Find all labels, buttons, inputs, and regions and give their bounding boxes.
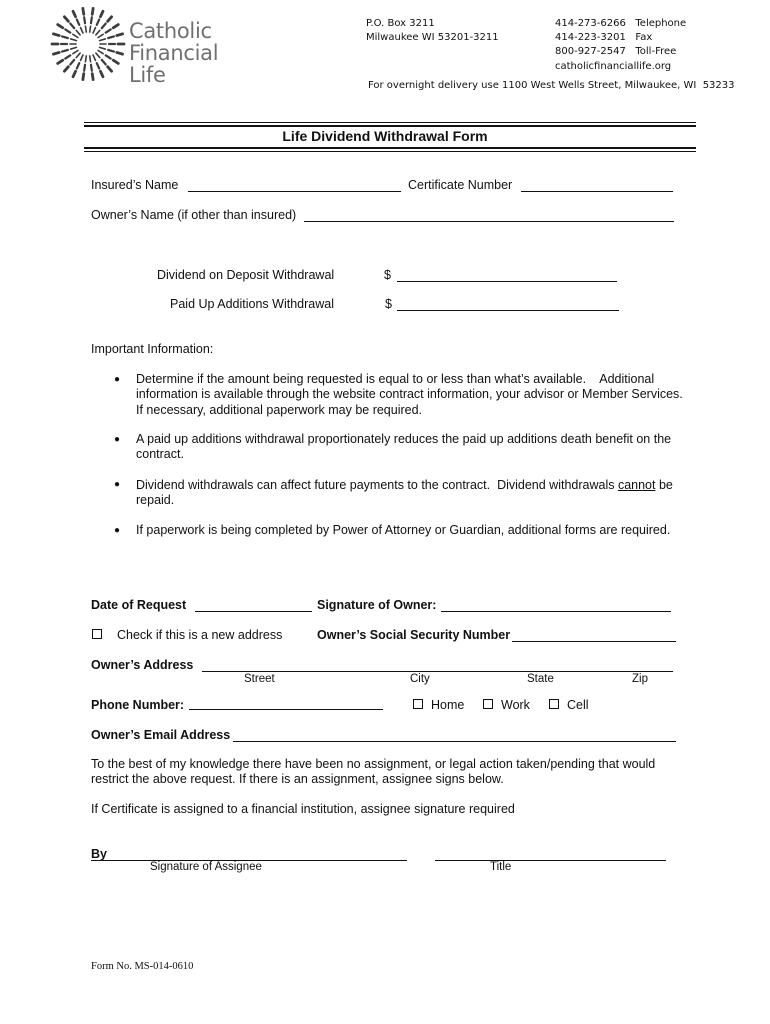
address-line2: Milwaukee WI 53201-3211 [366,32,499,44]
bullet-icon: ● [114,525,121,536]
dollar-sign-1: $ [384,268,391,282]
logo-ray [90,56,91,62]
logo-ray [76,30,80,35]
logo-ray [71,47,77,49]
work-label: Work [501,698,530,712]
knowledge-statement-line1: To the best of my knowledge there have been no assignment, or legal action taken/pending that would [91,757,656,771]
phone-number-field[interactable] [189,709,383,710]
overnight-delivery-note: For overnight delivery use 1100 West Wells Street, Milwaukee, WI 53233 [368,80,735,91]
date-of-request-label: Date of Request [91,598,187,612]
bullet-icon: ● [114,479,121,490]
street-caption: Street [244,673,275,685]
ssn-field[interactable] [512,641,676,642]
logo-ray [71,39,77,41]
brand-logo [50,6,250,87]
dividend-deposit-amount-field[interactable] [397,281,617,282]
logo-ray [93,55,95,60]
email-label: Owner’s Email Address [91,728,231,742]
assignment-note: If Certificate is assigned to a financial institution, assignee signature required [91,802,515,816]
insured-name-label: Insured’s Name [91,178,179,192]
logo-ray [106,29,111,32]
logo-ray [53,52,59,54]
info-bullet-1-line1: Determine if the amount being requested is equal to or less than what’s available. Additional [136,372,655,386]
logo-ray [81,55,83,60]
logo-ray [70,60,74,65]
new-address-checkbox[interactable] [92,629,102,639]
logo-ray [73,50,78,53]
new-address-label: Check if this is a new address [117,628,283,642]
logo-ray [83,74,84,80]
info-bullet-1-line2: information is available through the website contract information, your advisor or Member Services. [136,387,683,402]
info-bullet-2 [136,432,671,463]
info-bullet-4: If paperwork is being completed by Power of Attorney or Guardian, additional forms are required. [136,523,671,537]
logo-ray [84,17,85,23]
paid-up-additions-label: Paid Up Additions Withdrawal [170,297,334,311]
date-of-request-field[interactable] [195,611,312,612]
logo-ray [96,53,100,58]
logo-ray [73,34,78,37]
info-bullet-2-line1: A paid up additions withdrawal proportionately reduces the paid up additions death benefit on the [136,432,672,446]
logo-ray [73,11,75,16]
bullet-icon: ● [114,374,121,385]
contact-info [555,17,686,74]
logo-ray [84,65,85,71]
dividend-deposit-label: Dividend on Deposit Withdrawal [157,268,335,282]
logo-ray [64,17,68,22]
signature-of-owner-label: Signature of Owner: [317,598,437,612]
title-rule-top [84,122,696,123]
phone-number-label: Phone Number: [91,698,185,712]
logo-ray [91,17,92,23]
logo-ray [92,74,93,80]
ssn-label: Owner’s Social Security Number [317,628,511,642]
logo-ray [100,47,106,49]
important-info-heading: Important Information: [91,342,214,356]
logo-ray [58,25,63,28]
logo-ray [76,53,80,58]
logo-ray [90,26,91,32]
owners-address-label: Owner’s Address [91,658,194,672]
brand-name-line2: Financial Life [129,41,219,87]
logo-ray [77,19,79,24]
cell-checkbox[interactable] [549,699,559,709]
logo-ray [81,28,83,33]
info-bullet-3-line1 [136,478,673,493]
bullet-icon: ● [114,434,121,445]
info-bullet-2-line2: contract. [136,447,184,462]
title-rule-bottom [84,147,696,149]
logo-ray [91,65,92,71]
logo-ray [53,34,59,36]
brand-name-line1: Catholic [129,19,212,43]
logo-ray [58,60,63,63]
logo-ray [92,8,93,14]
logo-ray [102,60,106,65]
logo-ray [98,34,103,37]
logo-ray [100,39,106,41]
owner-name-label: Owner’s Name (if other than insured) [91,208,297,222]
info-bullet-1-line3: If necessary, additional paperwork may be required. [136,402,423,417]
logo-ray [85,26,86,32]
logo-ray [70,24,74,29]
logo-ray [113,25,118,28]
logo-ray [97,19,99,24]
title-rule-top2 [84,125,696,127]
logo-ray [117,52,123,54]
insured-name-field[interactable] [188,191,401,192]
city-caption: City [410,673,430,685]
mailing-address [366,17,499,45]
logo-ray [62,36,68,38]
logo-ray [97,63,99,68]
state-caption: State [527,673,554,685]
info-bullet-3 [136,478,673,509]
title-rule-bottom2 [84,151,696,152]
logo-ray [93,28,95,33]
signature-of-assignee-caption: Signature of Assignee [150,861,262,873]
logo-ray [108,50,114,52]
certificate-number-label: Certificate Number [408,178,513,192]
info-bullet-1 [136,372,683,418]
logo-ray [65,29,70,32]
logo-ray [96,30,100,35]
assignee-title-field[interactable] [435,860,666,861]
telephone: 414-273-6266 Telephone [555,18,687,29]
logo-ray [100,71,102,76]
by-label: By [91,847,107,861]
logo-ray [108,36,114,38]
logo-ray [64,67,68,72]
website-link[interactable]: catholicfinanciallife.org [555,60,672,72]
paid-up-additions-amount-field[interactable] [397,310,619,311]
logo-ray [106,55,111,58]
logo-ray [108,17,112,22]
logo-ray [113,60,118,63]
address-line1: P.O. Box 3211 [366,18,435,29]
logo-ray [65,55,70,58]
logo-ray [73,71,75,76]
logo-ray [85,56,86,62]
zip-caption: Zip [632,673,648,685]
form-number: Form No. MS-014-0610 [91,961,194,972]
toll-free: 800-927-2547 Toll-Free [555,46,677,58]
logo-ray [108,67,112,72]
certificate-number-field[interactable] [521,191,673,192]
logo-ray [102,24,106,29]
signature-of-owner-field[interactable] [441,611,671,612]
title-caption: Title [490,861,512,873]
info-bullet-3-line2: repaid. [136,493,175,508]
logo-ray [117,34,123,36]
cell-label: Cell [567,698,589,712]
owners-address-field[interactable] [202,671,673,672]
dollar-sign-2: $ [385,297,392,311]
fax: 414-223-3201 Fax [555,32,653,44]
info-bullet-3-text-c: be [655,478,673,492]
sunburst-logo-icon [50,6,126,82]
home-checkbox[interactable] [413,699,423,709]
knowledge-statement-line2: restrict the above request. If there is an assignment, assignee signs below. [91,772,504,787]
work-checkbox[interactable] [483,699,493,709]
logo-ray [62,50,68,52]
logo-ray [100,11,102,16]
info-bullet-3-text-a: Dividend withdrawals can affect future payments to the contract. Dividend withdrawals [136,478,618,492]
logo-ray [98,50,103,53]
home-label: Home [431,698,465,712]
owner-name-field[interactable] [304,221,674,222]
logo-ray [83,8,84,14]
email-field[interactable] [233,741,676,742]
cannot-emphasis: cannot [617,478,656,492]
logo-ray [77,63,79,68]
form-title: Life Dividend Withdrawal Form [282,128,488,144]
knowledge-statement [91,757,655,788]
